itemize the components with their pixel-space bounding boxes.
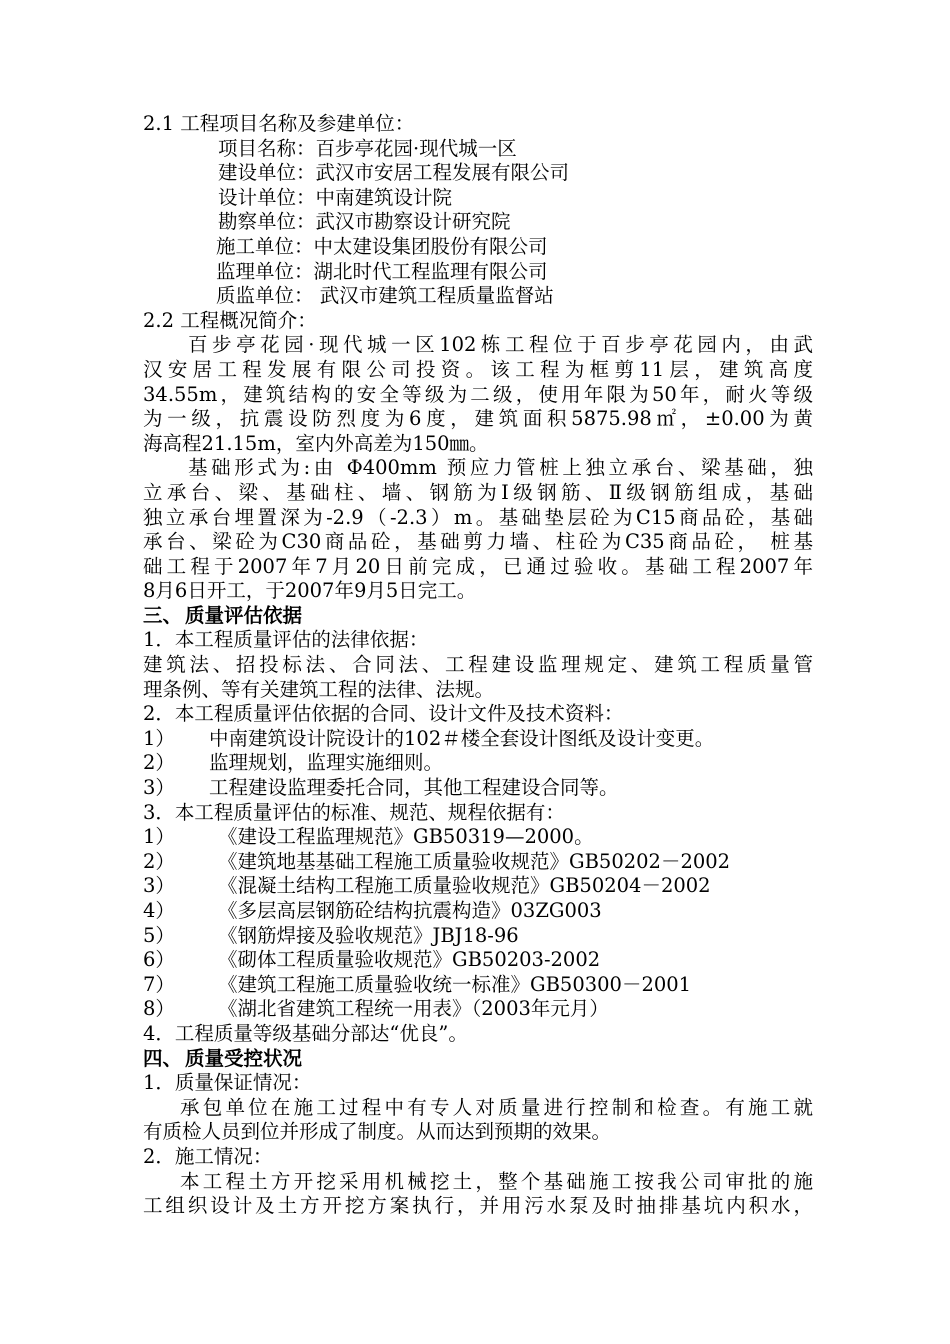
list-item [143, 874, 813, 899]
section-number: 四、 [143, 1046, 183, 1070]
paragraph-line: 基础形式为:由 Φ400mm 预应力管桩上独立承台、梁基础，独 [188, 456, 813, 480]
list-number: 3） [143, 776, 175, 800]
paragraph-line: 承包单位在施工过程中有专人对质量进行控制和检查。有施工就 [180, 1095, 813, 1119]
list-number: 8） [143, 997, 175, 1021]
survey-unit: 勘察单位：武汉市勘察设计研究院 [218, 210, 511, 234]
section-3-heading [143, 604, 813, 629]
list-item [143, 776, 813, 801]
paragraph-line: 海高程21.15m，室内外高差为150㎜。 [143, 431, 489, 455]
section-title: 质量受控状况 [185, 1046, 303, 1070]
paragraph-line: 8月6日开工，于2007年9月5日完工。 [143, 579, 477, 603]
section-4-heading [143, 1047, 813, 1072]
list-text: 《混凝土结构工程施工质量验收规范》GB50204－2002 [218, 874, 711, 898]
paragraph-line: 本工程土方开挖采用机械挖土，整个基础施工按我公司审批的施 [180, 1169, 813, 1193]
subsection-heading: 3．本工程质量评估的标准、规范、规程依据有： [143, 800, 565, 824]
list-text: 《建筑地基基础工程施工质量验收规范》GB50202－2002 [218, 849, 731, 873]
subsection-heading: 1．质量保证情况： [143, 1071, 312, 1095]
paragraph-line: 理条例、等有关建筑工程的法律、法规。 [143, 677, 495, 701]
paragraph-line: 础工程于2007年7月20日前完成，已通过验收。基础工程2007年 [143, 554, 813, 578]
list-number: 5） [143, 923, 175, 947]
list-text: 《湖北省建筑工程统一用表》（2003年元月） [218, 997, 609, 1021]
list-number: 1） [143, 726, 175, 750]
list-item [143, 751, 813, 776]
list-number: 2） [143, 849, 175, 873]
list-text: 《建设工程监理规范》GB50319—2000。 [218, 825, 594, 849]
section-title: 质量评估依据 [185, 603, 303, 627]
subsection-heading: 2．施工情况： [143, 1144, 273, 1168]
paragraph-line: 承台、梁砼为C30商品砼，基础剪力墙、柱砼为C35商品砼， 桩基 [143, 530, 813, 554]
list-item [143, 924, 813, 949]
list-item [143, 973, 813, 998]
list-text: 《钢筋焊接及验收规范》JBJ18-96 [218, 923, 519, 947]
construction-unit: 建设单位：武汉市安居工程发展有限公司 [218, 161, 570, 185]
list-text: 《砌体工程质量验收规范》GB50203-2002 [218, 948, 601, 972]
list-number: 1） [143, 825, 175, 849]
project-name: 项目名称：百步亭花园·现代城一区 [218, 136, 517, 160]
paragraph-line: 百步亭花园·现代城一区102栋工程位于百步亭花园内，由武 [188, 333, 813, 357]
list-number: 3） [143, 874, 175, 898]
list-item [143, 899, 813, 924]
list-text: 监理规划，监理实施细则。 [209, 751, 444, 775]
list-item [143, 727, 813, 752]
section-heading: 2.1 工程项目名称及参建单位： [143, 112, 415, 135]
list-item [143, 825, 813, 850]
section-heading: 2.2 工程概况简介： [143, 308, 317, 332]
document-page [143, 112, 813, 1219]
subsection-heading: 2．本工程质量评估依据的合同、设计文件及技术资料： [143, 702, 624, 726]
paragraph-line: 建筑法、招投标法、合同法、工程建设监理规定、建筑工程质量管 [143, 653, 813, 677]
supervision-unit: 监理单位：湖北时代工程监理有限公司 [216, 259, 548, 283]
list-text: 《多层高层钢筋砼结构抗震构造》03ZG003 [218, 899, 602, 922]
list-number: 7） [143, 972, 175, 996]
paragraph-line: 为一级，抗震设防烈度为6度，建筑面积5875.98㎡，±0.00为黄 [143, 407, 813, 431]
list-number: 2） [143, 751, 175, 775]
paragraph-line: 有质检人员到位并形成了制度。从而达到预期的效果。 [143, 1120, 612, 1144]
list-item [143, 997, 813, 1022]
list-item [143, 948, 813, 973]
paragraph-line: 34.55m，建筑结构的安全等级为二级，使用年限为50年，耐火等级 [143, 382, 813, 406]
list-item [143, 850, 813, 875]
paragraph-line: 立承台、梁、基础柱、墙、钢筋为Ⅰ级钢筋、Ⅱ级钢筋组成，基础 [143, 480, 813, 504]
paragraph-line: 工组织设计及土方开挖方案执行，并用污水泵及时抽排基坑内积水， [143, 1194, 813, 1218]
list-text: 中南建筑设计院设计的102＃楼全套设计图纸及设计变更。 [209, 726, 715, 750]
quality-supervision-unit: 质监单位： 武汉市建筑工程质量监督站 [216, 284, 554, 308]
list-number: 4） [143, 899, 175, 922]
list-text: 《建筑工程施工质量验收统一标准》GB50300－2001 [218, 972, 692, 996]
design-unit: 设计单位：中南建筑设计院 [218, 185, 453, 209]
list-number: 6） [143, 948, 175, 972]
list-text: 工程建设监理委托合同，其他工程建设合同等。 [209, 776, 619, 800]
paragraph-line: 独立承台埋置深为-2.9（-2.3）m。基础垫层砼为C15商品砼，基础 [143, 505, 813, 529]
builder-unit: 施工单位：中太建设集团股份有限公司 [216, 234, 548, 258]
subsection-heading: 4．工程质量等级基础分部达“优良”。 [143, 1021, 468, 1045]
subsection-heading: 1．本工程质量评估的法律依据： [143, 628, 429, 652]
paragraph-line: 汉安居工程发展有限公司投资。该工程为框剪11层，建筑高度 [143, 357, 813, 381]
section-number: 三、 [143, 603, 183, 627]
